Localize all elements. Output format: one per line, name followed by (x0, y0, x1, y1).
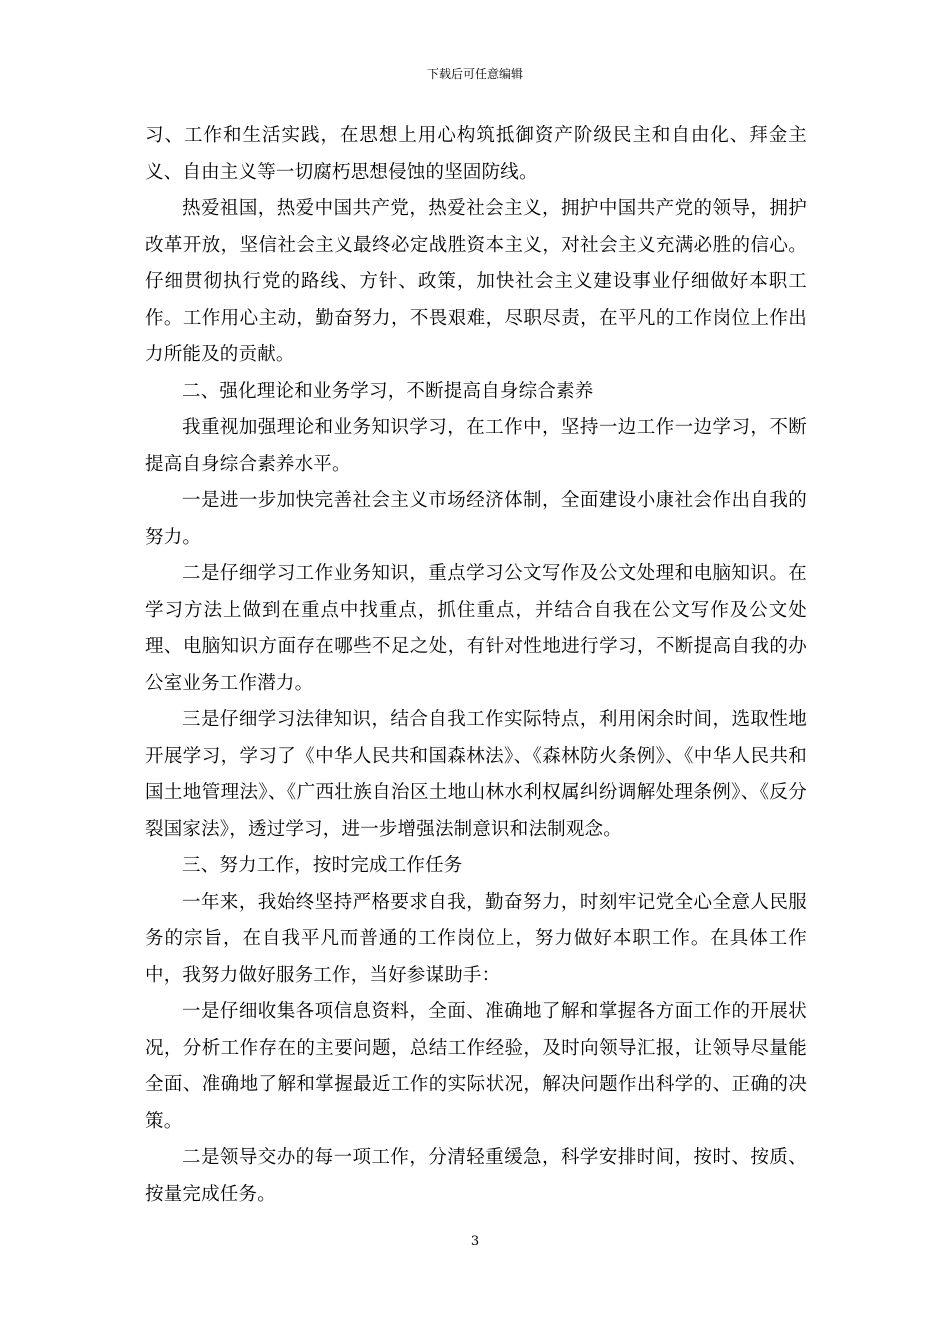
page-header: 下载后可任意编辑 (426, 67, 523, 81)
document-body (145, 118, 807, 1213)
paragraph: 热爱祖国，热爱中国共产党，热爱社会主义，拥护中国共产党的领导，拥护改革开放，坚信社会主义最终必定战胜资本主义，对社会主义充满必胜的信心。仔细贯彻执行党的路线、方针、政策，加快社会主义建设事业仔细做好本职工作。工作用心主动，勤奋努力，不畏艰难，尽职尽责，在平凡的工作岗位上作出力所能及的贡献。 (145, 198, 807, 365)
paragraph: 三是仔细学习法律知识，结合自我工作实际特点，利用闲余时间，选取性地开展学习，学习了《中华人民共和国森林法》、《森林防火条例》、《中华人民共和国土地管理法》、《广西壮族自治区土地山林水利权属纠纷调解处理条例》、《反分裂国家法》，透过学习，进一步增强法制意识和法制观念。 (145, 709, 807, 840)
section-heading: 二、强化理论和业务学习，不断提高自身综合素养 (182, 380, 594, 402)
section-heading: 三、努力工作，按时完成工作任务 (182, 855, 463, 876)
page-number: 3 (470, 1234, 480, 1249)
paragraph: 我重视加强理论和业务知识学习，在工作中，坚持一边工作一边学习，不断提高自身综合素养水平。 (145, 417, 807, 475)
paragraph: 一是仔细收集各项信息资料，全面、准确地了解和掌握各方面工作的开展状况，分析工作存在的主要问题，总结工作经验，及时向领导汇报，让领导尽量能全面、准确地了解和掌握最近工作的实际状况，解决问题作出科学的、正确的决策。 (145, 1001, 807, 1132)
paragraph-continued: 习、工作和生活实践，在思想上用心构筑抵御资产阶级民主和自由化、拜金主义、自由主义等一切腐朽思想侵蚀的坚固防线。 (145, 125, 807, 183)
paragraph: 一是进一步加快完善社会主义市场经济体制，全面建设小康社会作出自我的努力。 (145, 490, 807, 548)
paragraph: 一年来，我始终坚持严格要求自我，勤奋努力，时刻牢记党全心全意人民服务的宗旨，在自我平凡而普通的工作岗位上，努力做好本职工作。在具体工作中，我努力做好服务工作，当好参谋助手： (145, 891, 807, 986)
paragraph: 二是仔细学习工作业务知识，重点学习公文写作及公文处理和电脑知识。在学习方法上做到在重点中找重点，抓住重点，并结合自我在公文写作及公文处理、电脑知识方面存在哪些不足之处，有针对性地进行学习，不断提高自我的办公室业务工作潜力。 (145, 563, 807, 694)
paragraph: 二是领导交办的每一项工作，分清轻重缓急，科学安排时间，按时、按质、按量完成任务。 (145, 1147, 807, 1205)
